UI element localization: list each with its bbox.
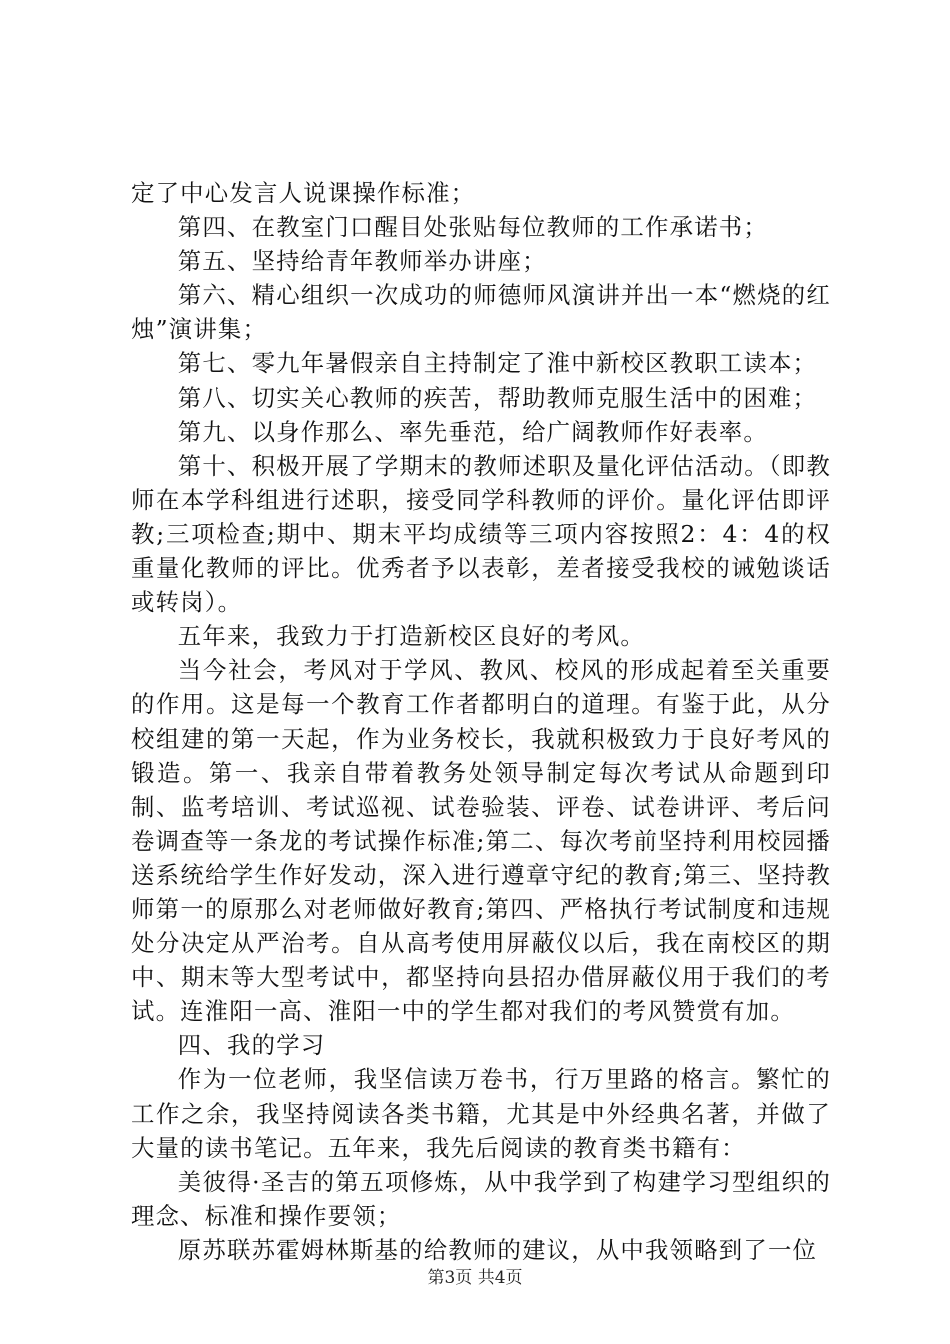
page-footer (0, 1268, 950, 1288)
paragraph: 第九、以身作那么、率先垂范，给广阔教师作好表率。 (177, 417, 768, 446)
paragraph: 第六、精心组织一次成功的师德师风演讲并出一本“燃烧的红烛”演讲集； (131, 281, 831, 344)
section-heading: 四、我的学习 (177, 1031, 326, 1060)
paragraph: 当今社会，考风对于学风、教风、校风的形成起着至关重要的作用。这是每一个教育工作者都明白的道理。有鉴于此，从分校组建的第一天起，作为业务校长，我就积极致力于良好考风的锻造。第一、我亲自带着教务处领导制定每次考试从命题到印制、监考培训、考试巡视、试卷验装、评卷、试卷讲评、考后问卷调查等一条龙的考试操作标准;第二、每次考前坚持利用校园播送系统给学生作好发动，深入进行遵章守纪的教育;第三、坚持教师第一的原那么对老师做好教育;第四、严格执行考试制度和违规处分决定从严治考。自从高考使用屏蔽仪以后，我在南校区的期中、期末等大型考试中，都坚持向县招办借屏蔽仪用于我们的考试。连淮阳一高、淮阳一中的学生都对我们的考风赞赏有加。 (131, 656, 831, 1026)
paragraph-continuation: 定了中心发言人说课操作标准； (131, 179, 476, 207)
paragraph: 第四、在教室门口醒目处张贴每位教师的工作承诺书； (177, 213, 768, 242)
page-number: 第3页 共4页 (427, 1268, 523, 1288)
paragraph: 第七、零九年暑假亲自主持制定了淮中新校区教职工读本； (177, 349, 818, 378)
paragraph: 美彼得·圣吉的第五项修炼，从中我学到了构建学习型组织的理念、标准和操作要领； (131, 1167, 831, 1230)
paragraph: 五年来，我致力于打造新校区良好的考风。 (177, 622, 646, 651)
paragraph: 第八、切实关心教师的疾苦，帮助教师克服生活中的困难； (177, 383, 818, 412)
paragraph: 原苏联苏霍姆林斯基的给教师的建议，从中我领略到了一位 (177, 1235, 818, 1264)
paragraph: 第五、坚持给青年教师举办讲座； (177, 247, 547, 276)
paragraph: 第十、积极开展了学期末的教师述职及量化评估活动。（即教师在本学科组进行述职，接受同学科教师的评价。量化评估即评教;三项检查;期中、期末平均成绩等三项内容按照2：4：4的权重量化教师的评比。优秀者予以表彰，差者接受我校的诫勉谈话或转岗）。 (131, 451, 831, 617)
document-body (131, 176, 831, 1267)
paragraph: 作为一位老师，我坚信读万卷书，行万里路的格言。繁忙的工作之余，我坚持阅读各类书籍，尤其是中外经典名著，并做了大量的读书笔记。五年来，我先后阅读的教育类书籍有： (131, 1065, 831, 1162)
